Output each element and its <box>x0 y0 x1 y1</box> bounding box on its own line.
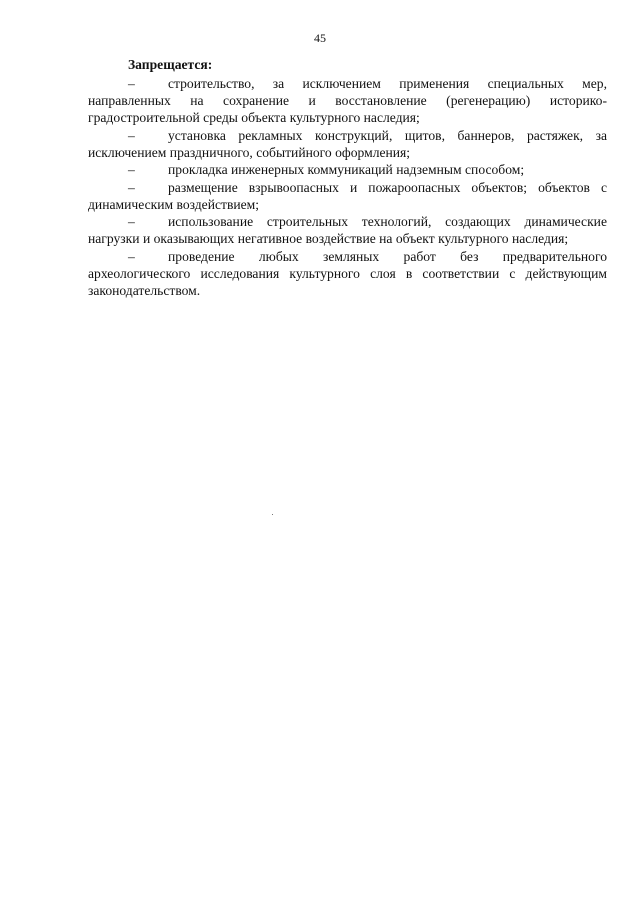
document-body <box>88 56 607 300</box>
list-item-text: проведение любых земляных работ без предварительного археологического исследования культурного слоя в соответствии с действующим законодательством. <box>88 248 607 299</box>
list-item <box>88 127 607 162</box>
bullet-dash: – <box>128 214 135 230</box>
page-number: 45 <box>314 31 326 45</box>
list-item-text: строительство, за исключением применения специальных мер, направленных на сохранение и восстановление (регенерацию) историко-градостроительной среды объекта культурного наследия; <box>88 75 607 126</box>
list-item-text: прокладка инженерных коммуникаций надземным способом; <box>168 162 525 178</box>
bullet-dash: – <box>128 75 135 91</box>
bullet-dash: – <box>128 248 135 264</box>
bullet-dash: – <box>128 179 135 195</box>
list-item <box>88 75 607 127</box>
list-item <box>88 161 607 178</box>
section-heading: Запрещается: <box>128 57 213 72</box>
list-item-text: установка рекламных конструкций, щитов, баннеров, растяжек, за исключением праздничного, событийного оформления; <box>88 127 607 160</box>
bullet-dash: – <box>128 127 135 143</box>
list-item-text: использование строительных технологий, создающих динамические нагрузки и оказывающих негативное воздействие на объект культурного наследия; <box>88 214 607 247</box>
list-item <box>88 179 607 214</box>
scan-speck <box>272 514 273 515</box>
list-item <box>88 213 607 248</box>
list-item-text: размещение взрывоопасных и пожароопасных объектов; объектов с динамическим воздействием; <box>88 179 607 212</box>
list-item <box>88 248 607 300</box>
bullet-dash: – <box>128 162 135 178</box>
